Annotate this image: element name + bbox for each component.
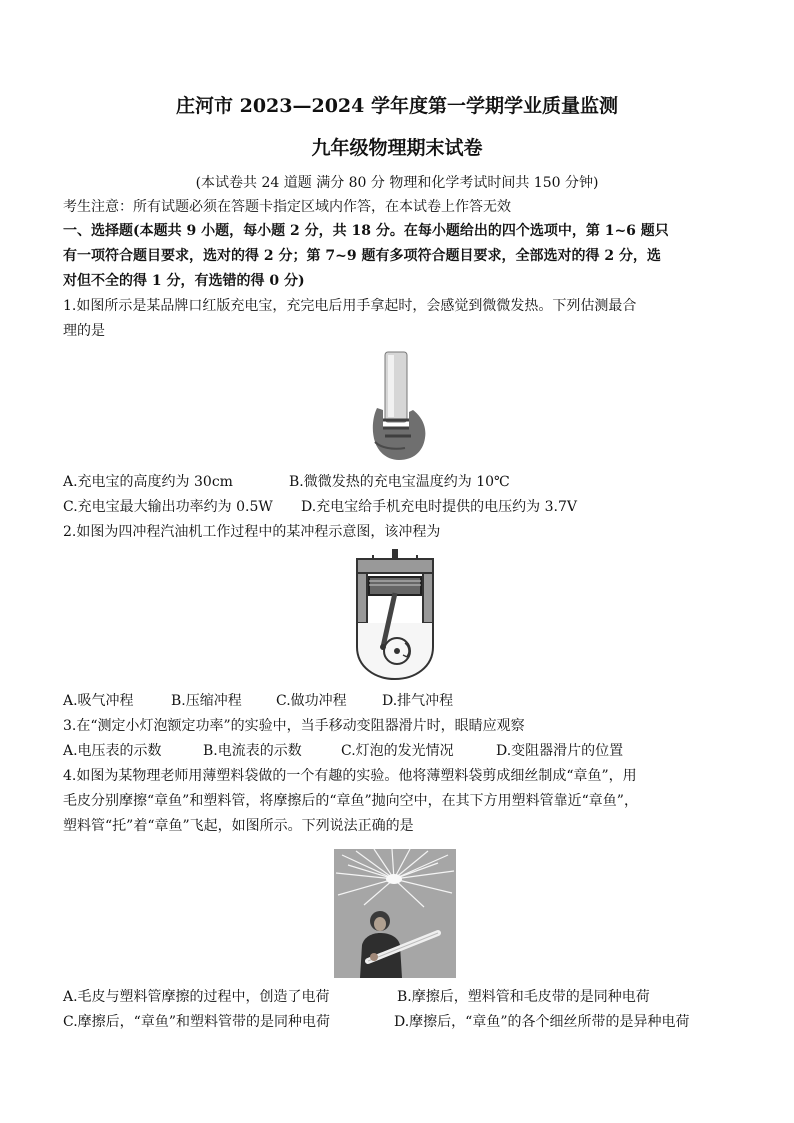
q3-stem: 3.在“测定小灯泡额定功率”的实验中，当手移动变阻器滑片时，眼睛应观察: [63, 718, 525, 734]
section-instructions-line2: 有一项符合题目要求，选对的得 2 分；第 7~9 题有多项符合题目要求，全部选对的得 2 分，选: [63, 248, 661, 264]
q2-option-d[interactable]: D.排气冲程: [382, 693, 454, 709]
q1-option-c[interactable]: C.充电宝最大输出功率约为 0.5W: [63, 499, 273, 515]
q4-stem-line2: 毛皮分别摩擦“章鱼”和塑料管，将摩擦后的“章鱼”抛向空中，在其下方用塑料管靠近“章鱼”，: [63, 793, 638, 809]
q2-options-row: [63, 691, 453, 711]
q1-options-row2: [63, 497, 577, 517]
q4-options-row1: [63, 987, 650, 1007]
q1-option-a[interactable]: A.充电宝的高度约为 30cm: [63, 474, 233, 490]
section-instructions-line3: 对但不全的得 1 分，有选错的得 0 分): [63, 273, 305, 289]
q4-option-a[interactable]: A.毛皮与塑料管摩擦的过程中，创造了电荷: [63, 989, 330, 1005]
q3-option-a[interactable]: A.电压表的示数: [63, 743, 162, 759]
exam-notice: 考生注意：所有试题必须在答题卡指定区域内作答，在本试卷上作答无效: [63, 199, 511, 215]
q2-option-b[interactable]: B.压缩冲程: [171, 693, 242, 709]
q4-options-row2: [63, 1012, 690, 1032]
q1-stem-line1: 1.如图所示是某品牌口红版充电宝，充完电后用手拿起时，会感觉到微微发热。下列估测最合: [63, 298, 637, 314]
q1-option-b[interactable]: B.微微发热的充电宝温度约为 10℃: [289, 474, 510, 490]
exam-subject-title: 九年级物理期末试卷: [311, 137, 483, 159]
q3-options-row: [63, 741, 623, 761]
q4-stem-line1: 4.如图为某物理老师用薄塑料袋做的一个有趣的实验。他将薄塑料袋剪成细丝制成“章鱼”，用: [63, 768, 637, 784]
q4-option-b[interactable]: B.摩擦后，塑料管和毛皮带的是同种电荷: [397, 989, 650, 1005]
q4-stem-line3: 塑料管“托”着“章鱼”飞起，如图所示。下列说法正确的是: [63, 818, 414, 834]
exam-info: (本试卷共 24 道题 满分 80 分 物理和化学考试时间共 150 分钟): [195, 175, 599, 191]
engine-stroke-diagram: [345, 547, 445, 682]
q1-options-row1: [63, 472, 510, 492]
q3-option-d[interactable]: D.变阻器滑片的位置: [496, 743, 624, 759]
q2-stem: 2.如图为四冲程汽油机工作过程中的某冲程示意图，该冲程为: [63, 524, 441, 540]
q4-option-c[interactable]: C.摩擦后，“章鱼”和塑料管带的是同种电荷: [63, 1014, 330, 1030]
q1-option-d[interactable]: D.充电宝给手机充电时提供的电压约为 3.7V: [301, 499, 577, 515]
q4-option-d[interactable]: D.摩擦后，“章鱼”的各个细丝所带的是异种电荷: [394, 1014, 690, 1030]
octopus-experiment-photo: [334, 849, 456, 978]
q3-option-c[interactable]: C.灯泡的发光情况: [341, 743, 454, 759]
power-bank-hand-figure: [365, 350, 435, 465]
q1-stem-line2: 理的是: [63, 323, 105, 339]
q3-option-b[interactable]: B.电流表的示数: [203, 743, 302, 759]
section-instructions-line1: 一、选择题(本题共 9 小题，每小题 2 分，共 18 分。在每小题给出的四个选项中，第 1~6 题只: [63, 223, 669, 239]
q2-option-c[interactable]: C.做功冲程: [276, 693, 347, 709]
q2-option-a[interactable]: A.吸气冲程: [63, 693, 134, 709]
exam-title: 庄河市 2023—2024 学年度第一学期学业质量监测: [176, 95, 618, 117]
